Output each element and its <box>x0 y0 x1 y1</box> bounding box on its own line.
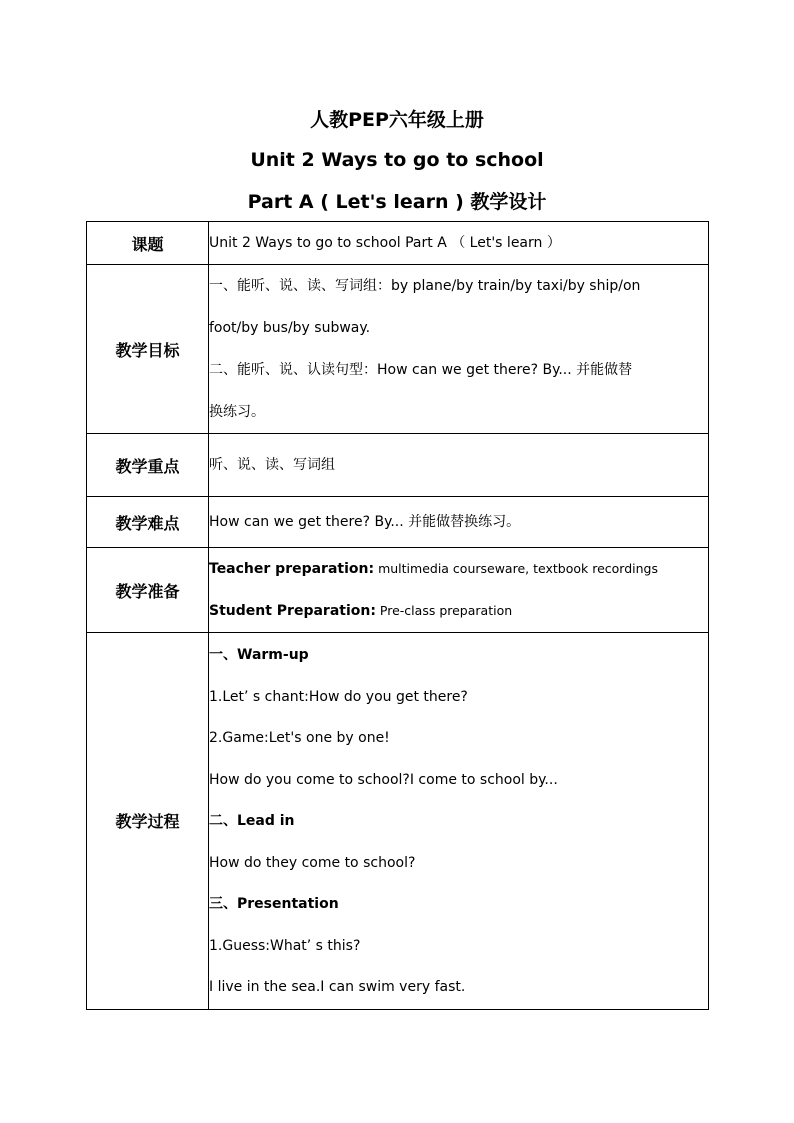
process-line: How do you come to school?I come to school by... <box>209 771 558 788</box>
objective-line: 一、能听、说、读、写词组：by plane/by train/by taxi/by ship/on <box>209 278 641 294</box>
process-line: How do they come to school? <box>209 854 416 871</box>
key-points-label: 教学重点 <box>87 434 209 497</box>
topic-value: Unit 2 Ways to go to school Part A （ Let's learn ） <box>209 222 709 265</box>
objectives-label: 教学目标 <box>87 265 209 434</box>
process-line: 2.Game:Let's one by one! <box>209 730 390 746</box>
student-preparation <box>209 590 708 632</box>
unit-title: Unit 2 Ways to go to school <box>250 149 544 171</box>
process-content <box>209 633 709 1010</box>
section-heading-presentation: 三、Presentation <box>209 896 339 912</box>
student-preparation-label: Student Preparation: <box>209 603 376 619</box>
objective-line: 二、能听、说、认读句型：How can we get there? By... 并能做替 <box>209 362 633 378</box>
objective-line: 换练习。 <box>209 404 265 420</box>
preparation-content <box>209 548 709 633</box>
teacher-preparation-value: multimedia courseware, textbook recordings <box>374 561 658 576</box>
process-row <box>87 633 709 1010</box>
key-points-row <box>87 434 709 497</box>
objective-line: foot/by bus/by subway. <box>209 320 371 336</box>
difficulties-value: How can we get there? By... 并能做替换练习。 <box>209 497 709 548</box>
teacher-preparation <box>209 548 708 590</box>
document-title: 人教PEP六年级上册 <box>310 109 484 131</box>
topic-label: 课题 <box>87 222 209 265</box>
section-heading-lead-in: 二、Lead in <box>209 813 295 829</box>
objectives-content <box>209 265 709 434</box>
difficulties-label: 教学难点 <box>87 497 209 548</box>
section-heading-warmup: 一、Warm-up <box>209 647 309 663</box>
student-preparation-value: Pre-class preparation <box>375 603 513 618</box>
lesson-title: Part A ( Let's learn ) 教学设计 <box>247 191 547 213</box>
difficulties-row <box>87 497 709 548</box>
lesson-plan-table <box>86 221 709 1010</box>
process-line: 1.Guess:What’ s this? <box>209 937 361 954</box>
topic-row <box>87 222 709 265</box>
teacher-preparation-label: Teacher preparation: <box>209 561 375 577</box>
objectives-row <box>87 265 709 434</box>
preparation-row <box>87 548 709 633</box>
preparation-label: 教学准备 <box>87 548 209 633</box>
key-points-value: 听、说、读、写词组 <box>209 434 709 497</box>
process-line: I live in the sea.I can swim very fast. <box>209 979 466 995</box>
process-line: 1.Let’ s chant:How do you get there? <box>209 688 468 705</box>
process-label: 教学过程 <box>87 633 209 1010</box>
